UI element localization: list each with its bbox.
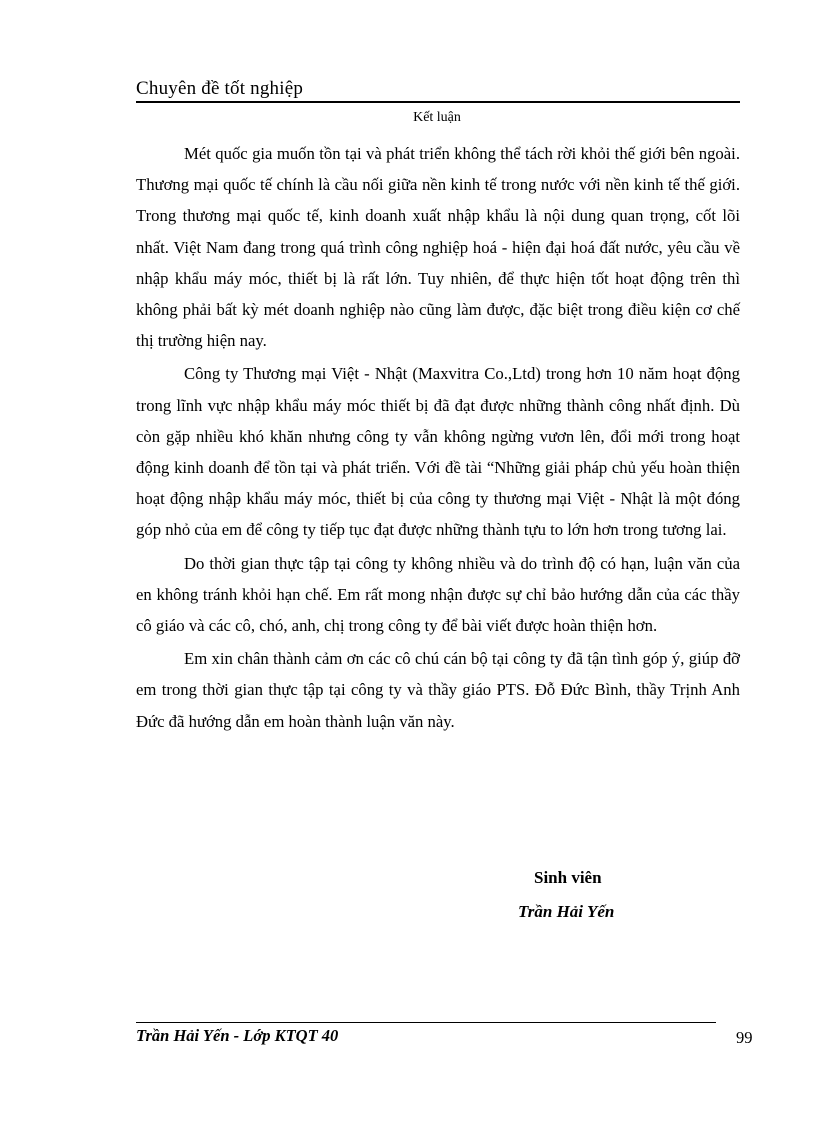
paragraph: Do thời gian thực tập tại công ty không nhiều và do trình độ có hạn, luận văn của en không tránh khỏi hạn chế. Em rất mong nhận được sự chỉ bảo hướng dẫn của các thầy cô giáo và các cô, chó, anh, chị trong công ty để bài viết được hoàn thiện hơn.	[136, 553, 740, 636]
footer-author-class: Trần Hải Yến - Lớp KTQT 40	[136, 1026, 339, 1045]
page-number: 99	[736, 1028, 753, 1047]
running-header-title: Chuyên đề tốt nghiệp	[136, 78, 304, 99]
paragraph: Em xin chân thành cảm ơn các cô chú cán bộ tại công ty đã tận tình góp ý, giúp đỡ em trong thời gian thực tập tại công ty và thầy giáo PTS. Đỗ Đức Bình, thầy Trịnh Anh Đức đã hướng dẫn em hoàn thành luận văn này.	[136, 649, 740, 731]
paragraph: Mét quốc gia muốn tồn tại và phát triển không thể tách rời khỏi thế giới bên ngoài. Thương mại quốc tế chính là cầu nối giữa nền kinh tế trong nước với nền kinh tế thế giới. Trong thương mại quốc tế, kinh doanh xuất nhập khẩu là nội dung quan trọng, cốt lõi nhất. Việt Nam đang trong quá trình công nghiệp hoá - hiện đại hoá đất nước, yêu cầu về nhập khẩu máy móc, thiết bị là rất lớn. Tuy nhiên, để thực hiện tốt hoạt động trên thì không phải bất kỳ mét doanh nghiệp nào cũng làm được, đặc biệt trong điều kiện cơ chế thị trường hiện nay.	[136, 144, 740, 351]
footer-divider	[136, 1022, 716, 1023]
signature-name: Trần Hải Yến	[518, 902, 615, 921]
signature-role: Sinh viên	[534, 868, 602, 887]
paragraph: Công ty Thương mại Việt - Nhật (Maxvitra Co.,Ltd) trong hơn 10 năm hoạt động trong lĩnh vực nhập khẩu máy móc thiết bị đã đạt được những thành công nhất định. Dù còn gặp nhiều khó khăn nhưng công ty vẫn không ngừng vươn lên, đổi mới trong hoạt động kinh doanh để tồn tại và phát triển. Với đề tài “Những giải pháp chủ yếu hoàn thiện hoạt động nhập khẩu máy móc, thiết bị của công ty thương mại Việt - Nhật là một đóng góp nhỏ của em để công ty tiếp tục đạt được những thành tựu to lớn hơn trong tương lai.	[136, 364, 740, 540]
section-title: Kết luận	[413, 110, 461, 125]
header-divider	[136, 101, 740, 103]
body-text	[136, 138, 740, 739]
